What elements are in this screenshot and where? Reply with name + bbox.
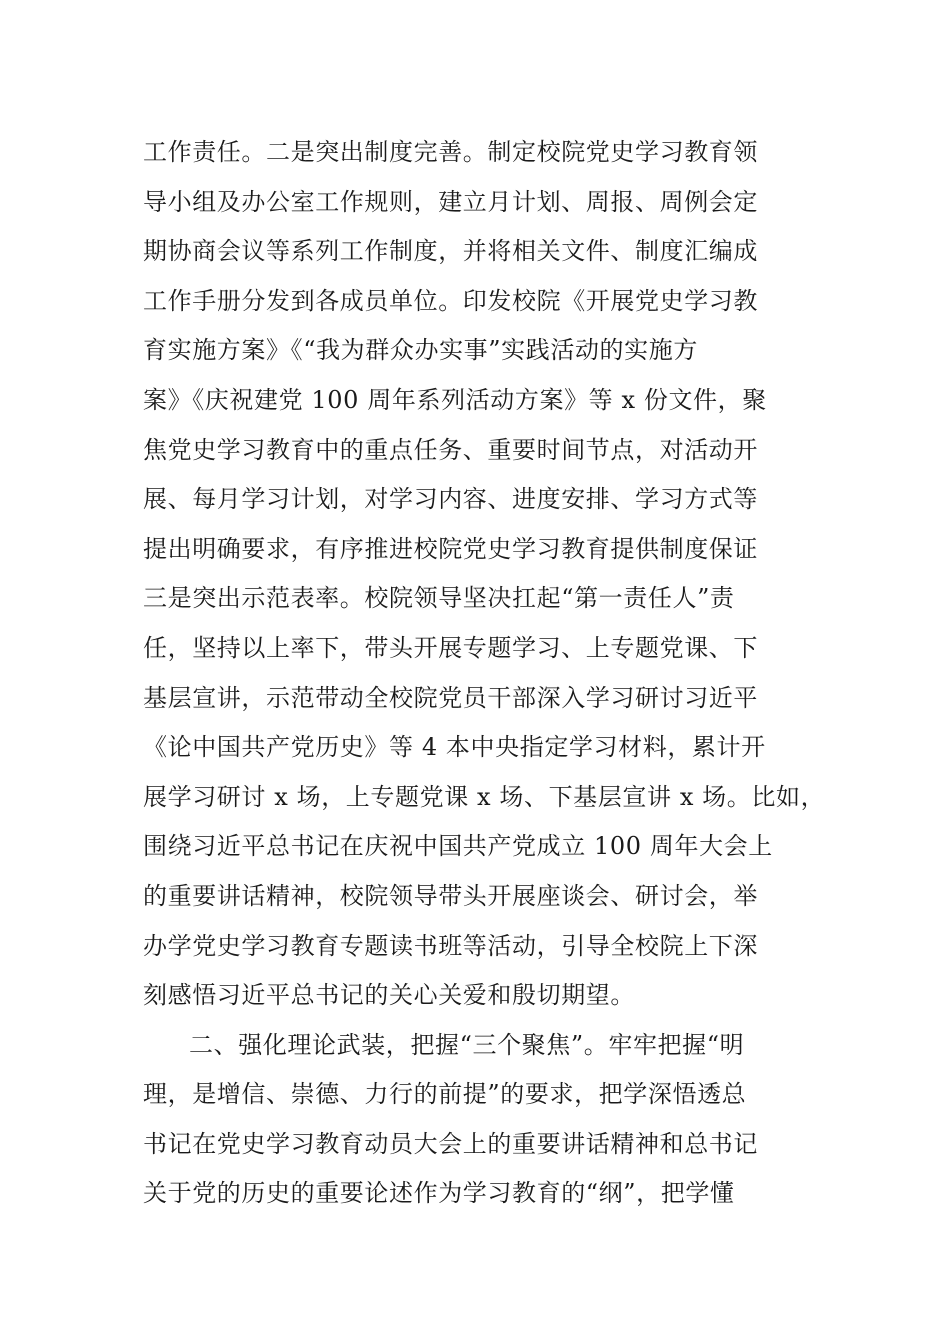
text-line-15: 围绕习近平总书记在庆祝中国共产党成立 100 周年大会上 — [143, 832, 773, 861]
text-line-4: 工作手册分发到各成员单位。印发校院《开展党史学习教 — [143, 286, 758, 315]
text-line-6: 案》《庆祝建党 100 周年系列活动方案》等 x 份文件，聚 — [143, 385, 767, 414]
text-line-2: 导小组及办公室工作规则，建立月计划、周报、周例会定 — [143, 187, 758, 216]
text-line-12: 基层宣讲，示范带动全校院党员干部深入学习研讨习近平 — [143, 683, 758, 712]
text-line-22: 关于党的历史的重要论述作为学习教育的“纲”，把学懂 — [143, 1179, 735, 1208]
text-line-20: 理，是增信、崇德、力行的前提”的要求，把学深悟透总 — [143, 1080, 747, 1109]
text-line-8: 展、每月学习计划，对学习内容、进度安排、学习方式等 — [143, 485, 758, 514]
text-line-7: 焦党史学习教育中的重点任务、重要时间节点，对活动开 — [143, 435, 758, 464]
text-line-11: 任，坚持以上率下，带头开展专题学习、上专题党课、下 — [143, 633, 758, 662]
text-line-10: 三是突出示范表率。校院领导坚决扛起“第一责任人”责 — [143, 584, 735, 613]
text-line-21: 书记在党史学习教育动员大会上的重要讲话精神和总书记 — [143, 1129, 758, 1158]
text-line-14: 展学习研讨 x 场，上专题党课 x 场、下基层宣讲 x 场。比如， — [143, 782, 826, 811]
section-heading-line: 二、强化理论武装，把握“三个聚焦”。牢牢把握“明 — [189, 1030, 745, 1059]
text-line-18: 刻感悟习近平总书记的关心关爱和殷切期望。 — [143, 981, 635, 1010]
text-line-16: 的重要讲话精神，校院领导带头开展座谈会、研讨会，举 — [143, 881, 758, 910]
text-line-3: 期协商会议等系列工作制度，并将相关文件、制度汇编成 — [143, 237, 758, 266]
text-line-5: 育实施方案》《“我为群众办实事”实践活动的实施方 — [143, 336, 698, 365]
text-line-13: 《论中国共产党历史》等 4 本中央指定学习材料，累计开 — [143, 733, 766, 762]
text-line-1: 工作责任。二是突出制度完善。制定校院党史学习教育领 — [143, 138, 758, 166]
document-body — [143, 128, 826, 1219]
text-line-17: 办学党史学习教育专题读书班等活动，引导全校院上下深 — [143, 931, 758, 960]
text-line-9: 提出明确要求，有序推进校院党史学习教育提供制度保证 — [143, 534, 758, 563]
